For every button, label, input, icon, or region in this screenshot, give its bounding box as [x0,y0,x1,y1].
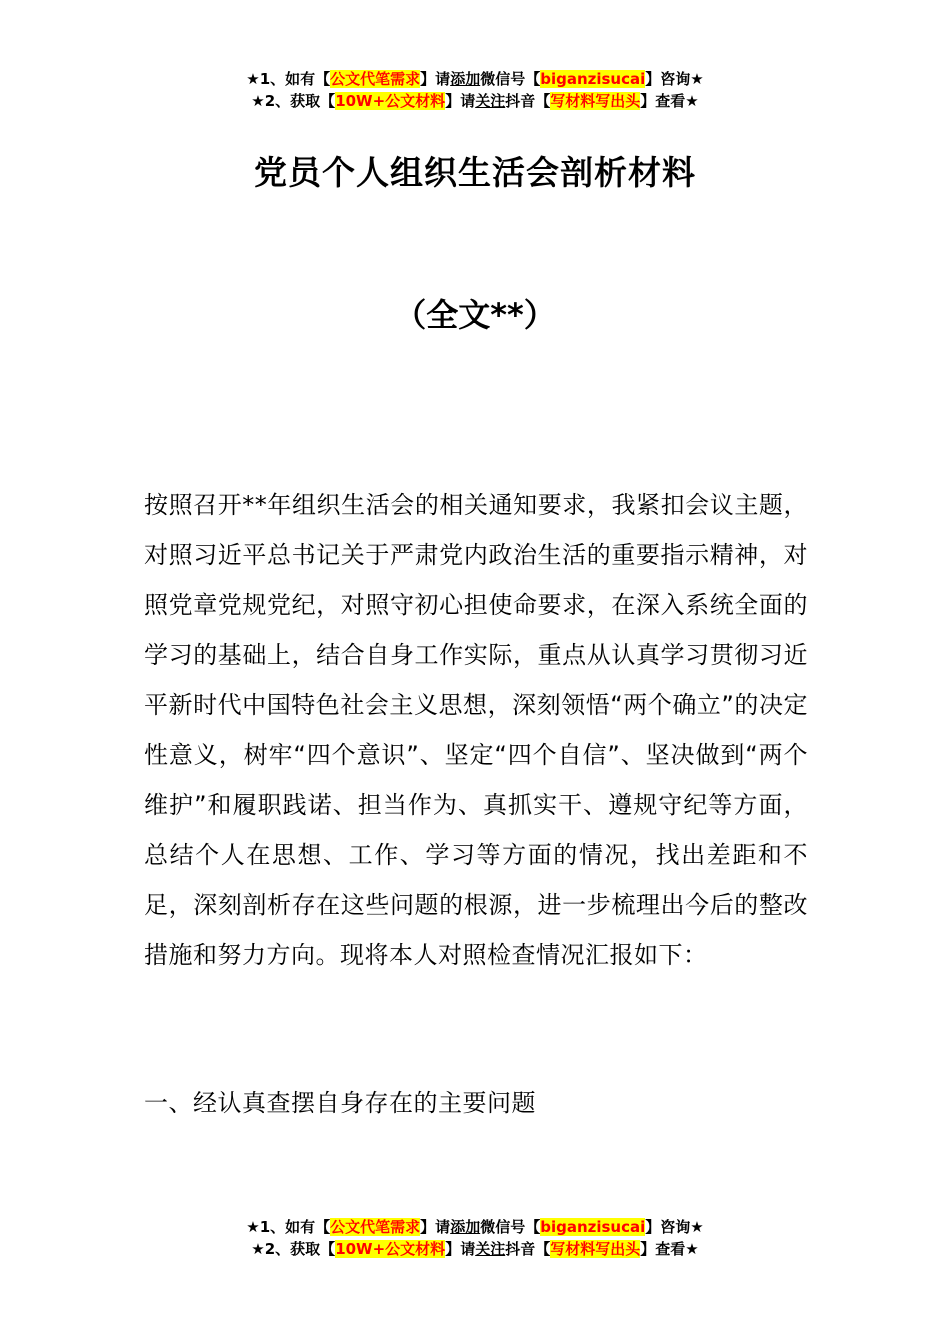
banner-line-2-mid: 】请 [445,92,476,110]
footer-line-2-highlight-materials: 10W+公文材料 [335,1240,446,1258]
footer-line-1-highlight-wechat: biganzisucai [540,1218,646,1236]
footer-line-2-mid: 】请 [445,1240,476,1258]
banner-line-2-highlight-douyin: 写材料写出头 [550,92,641,110]
footer-line-2-prefix: ★2、获取【 [251,1240,336,1258]
document-title: 党员个人组织生活会剖析材料 [254,153,696,192]
banner-line-1-highlight-service: 公文代笔需求 [330,70,421,88]
header-banner [0,68,950,112]
footer-line-2-suffix: 】查看★ [640,1240,699,1258]
footer-line-1-underline: 添加 [450,1218,481,1236]
footer-line-1 [0,1216,950,1238]
banner-line-1 [0,68,950,90]
banner-line-2-underline: 关注 [475,92,506,110]
banner-line-2 [0,90,950,112]
banner-line-2-mid-2: 抖音【 [505,92,551,110]
footer-line-1-mid-2: 微信号【 [480,1218,541,1236]
document-subtitle: （全文**） [394,296,556,334]
footer-line-1-mid: 】请 [420,1218,451,1236]
banner-line-1-underline: 添加 [450,70,481,88]
banner-line-2-prefix: ★2、获取【 [251,92,336,110]
banner-line-1-mid-2: 微信号【 [480,70,541,88]
banner-line-2-suffix: 】查看★ [640,92,699,110]
footer-banner [0,1216,950,1260]
footer-line-2-mid-2: 抖音【 [505,1240,551,1258]
footer-line-1-prefix: ★1、如有【 [246,1218,331,1236]
footer-line-2-underline: 关注 [475,1240,506,1258]
banner-line-1-suffix: 】咨询★ [645,70,704,88]
footer-line-2 [0,1238,950,1260]
footer-line-1-suffix: 】咨询★ [645,1218,704,1236]
section-heading-1: 一、经认真查摆自身存在的主要问题 [144,1089,536,1117]
banner-line-1-highlight-wechat: biganzisucai [540,70,646,88]
banner-line-2-highlight-materials: 10W+公文材料 [335,92,446,110]
banner-line-1-mid: 】请 [420,70,451,88]
footer-line-1-highlight-service: 公文代笔需求 [330,1218,421,1236]
banner-line-1-prefix: ★1、如有【 [246,70,331,88]
footer-line-2-highlight-douyin: 写材料写出头 [550,1240,641,1258]
body-paragraph: 按照召开**年组织生活会的相关通知要求，我紧扣会议主题，对照习近平总书记关于严肃党内政治生活的重要指示精神，对照党章党规党纪，对照守初心担使命要求，在深入系统全面的学习的基础上，结合自身工作实际，重点从认真学习贯彻习近平新时代中国特色社会主义思想，深刻领悟“两个确立”的决定性意义，树牢“四个意识”、坚定“四个自信”、坚决做到“两个维护”和履职践诺、担当作为、真抓实干、遵规守纪等方面，总结个人在思想、工作、学习等方面的情况，找出差距和不足，深刻剖析存在这些问题的根源，进一步梳理出今后的整改措施和努力方向。现将本人对照检查情况汇报如下： [144,491,808,969]
